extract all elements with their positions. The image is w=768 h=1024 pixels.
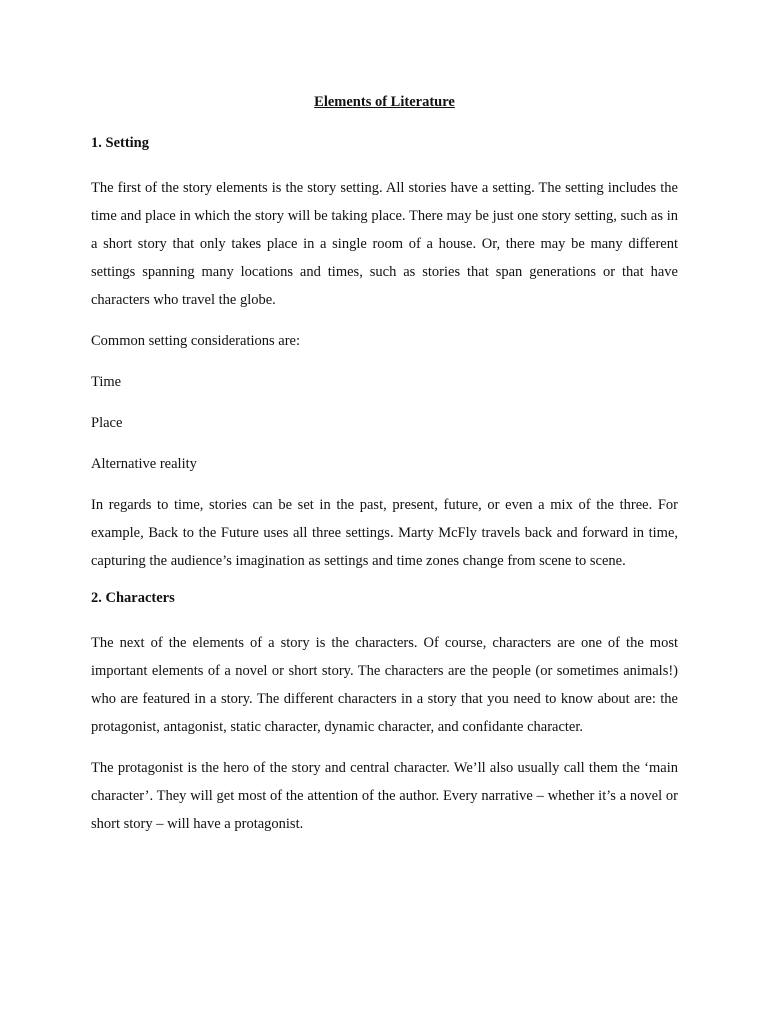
list-item-alternative-reality: Alternative reality bbox=[91, 456, 197, 472]
paragraph-setting-time: In regards to time, stories can be set in the past, present, future, or even a mix of the three. For example, Back to the Future uses all three settings. Marty McFly travels back and forward in time, capturing the audience’s imagination as settings and time zones change from scene to scene. bbox=[91, 497, 678, 569]
paragraph-protagonist: The protagonist is the hero of the story and central character. We’ll also usually call them the ‘main character’. They will get most of the attention of the author. Every narrative – whether it’s a novel or short story – will have a protagonist. bbox=[91, 760, 678, 832]
paragraph-setting-intro: The first of the story elements is the story setting. All stories have a setting. The setting includes the time and place in which the story will be taking place. There may be just one story setting, such as in a short story that only takes place in a single room of a house. Or, there may be many different settings spanning many locations and times, such as stories that span generations or that have characters who travel the globe. bbox=[91, 180, 678, 308]
document-body bbox=[91, 92, 678, 851]
list-item-time: Time bbox=[91, 374, 122, 390]
document-title: Elements of Literature bbox=[314, 94, 455, 110]
paragraph-setting-considerations: Common setting considerations are: bbox=[91, 333, 301, 349]
list-item-place: Place bbox=[91, 415, 123, 431]
section-heading-characters: 2. Characters bbox=[91, 590, 175, 606]
paragraph-characters-intro: The next of the elements of a story is the characters. Of course, characters are one of the most important elements of a novel or short story. The characters are the people (or sometimes animals!) who are featured in a story. The different characters in a story that you need to know about are: the protagonist, antagonist, static character, dynamic character, and confidante character. bbox=[91, 635, 678, 735]
section-heading-setting: 1. Setting bbox=[91, 135, 149, 151]
